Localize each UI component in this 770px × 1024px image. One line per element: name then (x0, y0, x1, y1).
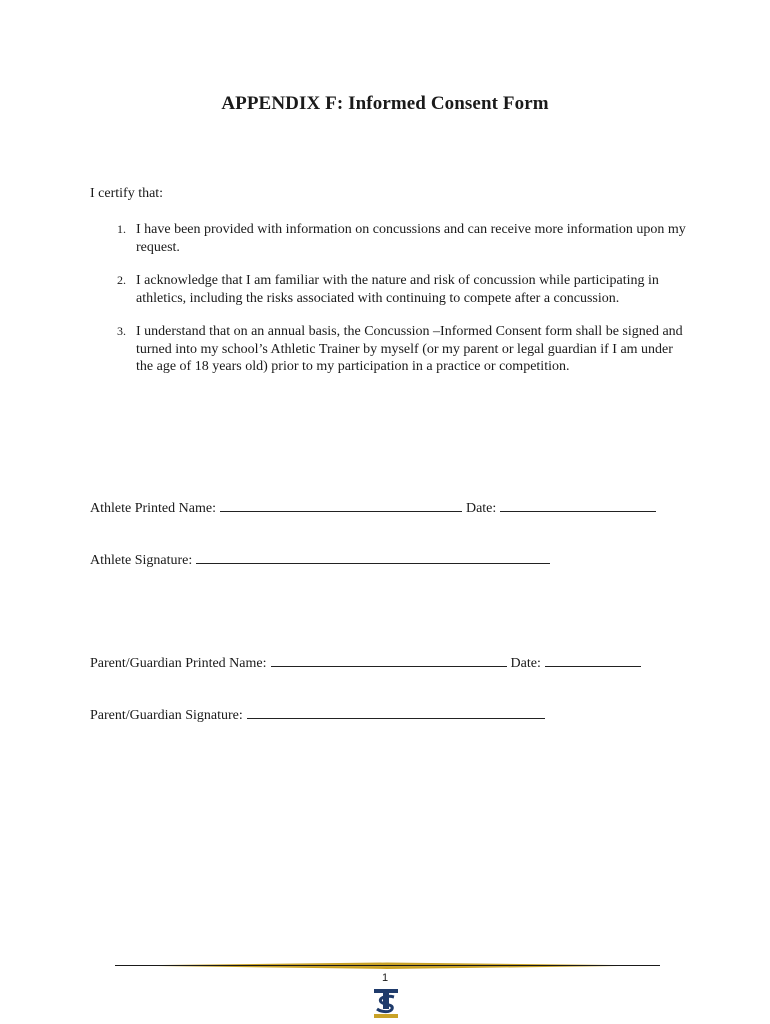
list-item (90, 221, 690, 256)
parent-name-field[interactable] (271, 654, 507, 667)
parent-date-field[interactable] (545, 654, 641, 667)
parent-name-label: Parent/Guardian Printed Name: (90, 656, 267, 671)
footer-divider (115, 962, 660, 970)
athlete-name-field[interactable] (220, 499, 462, 512)
parent-signature-row (90, 706, 549, 724)
list-item-text: I have been provided with information on concussions and can receive more information upon my request. (136, 222, 686, 255)
parent-signature-field[interactable] (247, 706, 545, 719)
list-item (90, 323, 690, 376)
list-item (90, 272, 690, 307)
list-item-text: I understand that on an annual basis, the Concussion –Informed Consent form shall be signed and turned into my school’s Athletic Trainer by myself (or my parent or legal guardian if I am under the age of 18 years old) prior to my participation in a practice or competition. (136, 324, 683, 374)
athlete-signature-field[interactable] (196, 551, 550, 564)
athlete-signature-label: Athlete Signature: (90, 553, 193, 568)
athlete-name-label: Athlete Printed Name: (90, 501, 216, 516)
list-item-number: 1. (117, 222, 126, 236)
athlete-date-label: Date: (465, 501, 497, 516)
athlete-name-row (90, 499, 660, 517)
parent-name-row (90, 654, 645, 672)
page-number: 1 (381, 972, 389, 984)
list-item-number: 3. (117, 324, 126, 338)
school-logo-icon (372, 988, 400, 1020)
certification-list (90, 221, 690, 392)
parent-date-label: Date: (510, 656, 541, 671)
intro-text: I certify that: (90, 186, 164, 201)
athlete-date-field[interactable] (500, 499, 656, 512)
list-item-number: 2. (117, 273, 126, 287)
list-item-text: I acknowledge that I am familiar with the nature and risk of concussion while participating in athletics, including the risks associated with continuing to compete after a concussion. (136, 273, 659, 306)
athlete-signature-row (90, 551, 554, 569)
page-title: APPENDIX F: Informed Consent Form (221, 93, 549, 114)
parent-signature-label: Parent/Guardian Signature: (90, 708, 243, 723)
